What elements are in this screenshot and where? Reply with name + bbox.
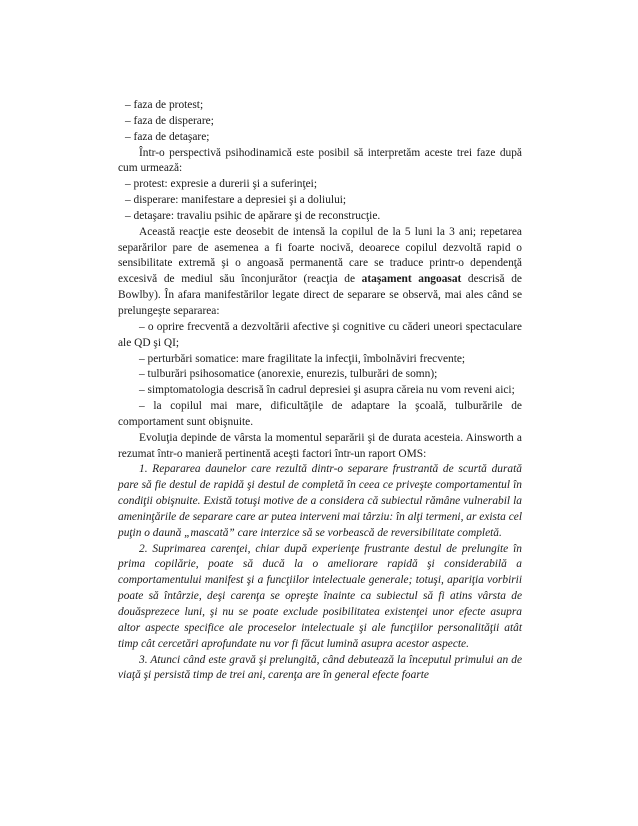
list-item-phase-protest: – faza de protest;: [125, 99, 204, 111]
list-item-psychosomatic: – tulburări psihosomatice (anorexie, enurezis, tulburări de somn);: [139, 368, 438, 381]
list-item-phase-despair: – faza de disperare;: [125, 114, 214, 127]
oms-point-3: 3. Atunci când este gravă şi prelungită, când debutează la începutul primului an de viaţă şi persistă timp de trei ani, carenţa are în general efecte foarte: [118, 653, 522, 682]
list-item-despair: – disperare: manifestare a depresiei şi a doliului;: [125, 194, 347, 207]
reaction-text-before: Această reacţie este deosebit de intensă la copilul de la 5 luni la 3 ani; repetarea separărilor pare de asemenea a fi foarte nocivă, deoarece copilul dezvoltă rapid o sensibilitate extremă şi o angoasă permanentă care se traduce printr-o dependenţă excesivă de mediul său înconjurător (reacţia de: [118, 225, 522, 286]
list-item-school-adaptation: – la copilul mai mare, dificultăţile de adaptare la şcoală, tulburările de comportament sunt obişnuite.: [118, 400, 522, 428]
anxious-attachment-term: ataşament angoasat: [361, 273, 462, 286]
list-item-detachment: – detaşare: travaliu psihic de apărare şi de reconstrucţie.: [125, 209, 381, 222]
psychodynamic-intro-paragraph: Într-o perspectivă psihodinamică este posibil să interpretăm aceste trei faze după cum urmează:: [118, 146, 522, 175]
reaction-text-after: descrisă de Bowlby). În afara manifestărilor legate direct de separare se observă, mai ales când se prelungeşte separarea:: [118, 273, 522, 317]
reaction-paragraph: [118, 225, 522, 320]
list-item-protest: – protest: expresie a durerii şi a suferinţei;: [125, 178, 317, 191]
oms-point-1: 1. Repararea daunelor care rezultă dintr-o separare frustrantă de scurtă durată pare să fie destul de rapidă şi destul de completă în ceea ce priveşte comportamentul în condiţii obişnuite. Există totuşi motive de a considera că subiectul rămâne vulnerabil la ameninţările de separare care ar putea interveni mai târziu: în alţi termeni, ar exista cel puţin o daună „mascată” care interzice să se vorbească de reversibilitate completă.: [118, 463, 522, 539]
evolution-paragraph: Evoluţia depinde de vârsta la momentul separării şi de durata acesteia. Ainsworth a rezumat într-o manieră pertinentă aceşti factori într-un raport OMS:: [118, 431, 522, 460]
list-item-somatic: – perturbări somatice: mare fragilitate la infecţii, îmbolnăviri frecvente;: [139, 352, 466, 365]
oms-point-2: 2. Suprimarea carenţei, chiar după experienţe frustrante destul de prelungite în prima copilărie, poate să ducă la o ameliorare rapidă şi considerabilă a comportamentului manifest şi a funcţiilor intelectuale generale; totuşi, apariţia vorbirii poate să întârzie, deşi carenţa se opreşte înainte ca subiectul să fi atins vârsta de douăsprezece luni, şi nu se poate exclude posibilitatea existenţei unor efecte asupra altor aspecte specifice ale proceselor intelectuale şi ale funcţiilor personalităţii atât timp cât cercetări aprofundate nu vor fi făcut lumină asupra acestor aspecte.: [118, 542, 522, 650]
list-item-development-arrest: – o oprire frecventă a dezvoltării afective şi cognitive cu căderi uneori spectaculare ale QD şi QI;: [118, 320, 522, 349]
document-page: [118, 98, 522, 684]
list-item-phase-detachment: – faza de detaşare;: [125, 130, 210, 143]
list-item-depression: – simptomatologia descrisă în cadrul depresiei şi asupra căreia nu vom reveni aici;: [139, 384, 515, 397]
